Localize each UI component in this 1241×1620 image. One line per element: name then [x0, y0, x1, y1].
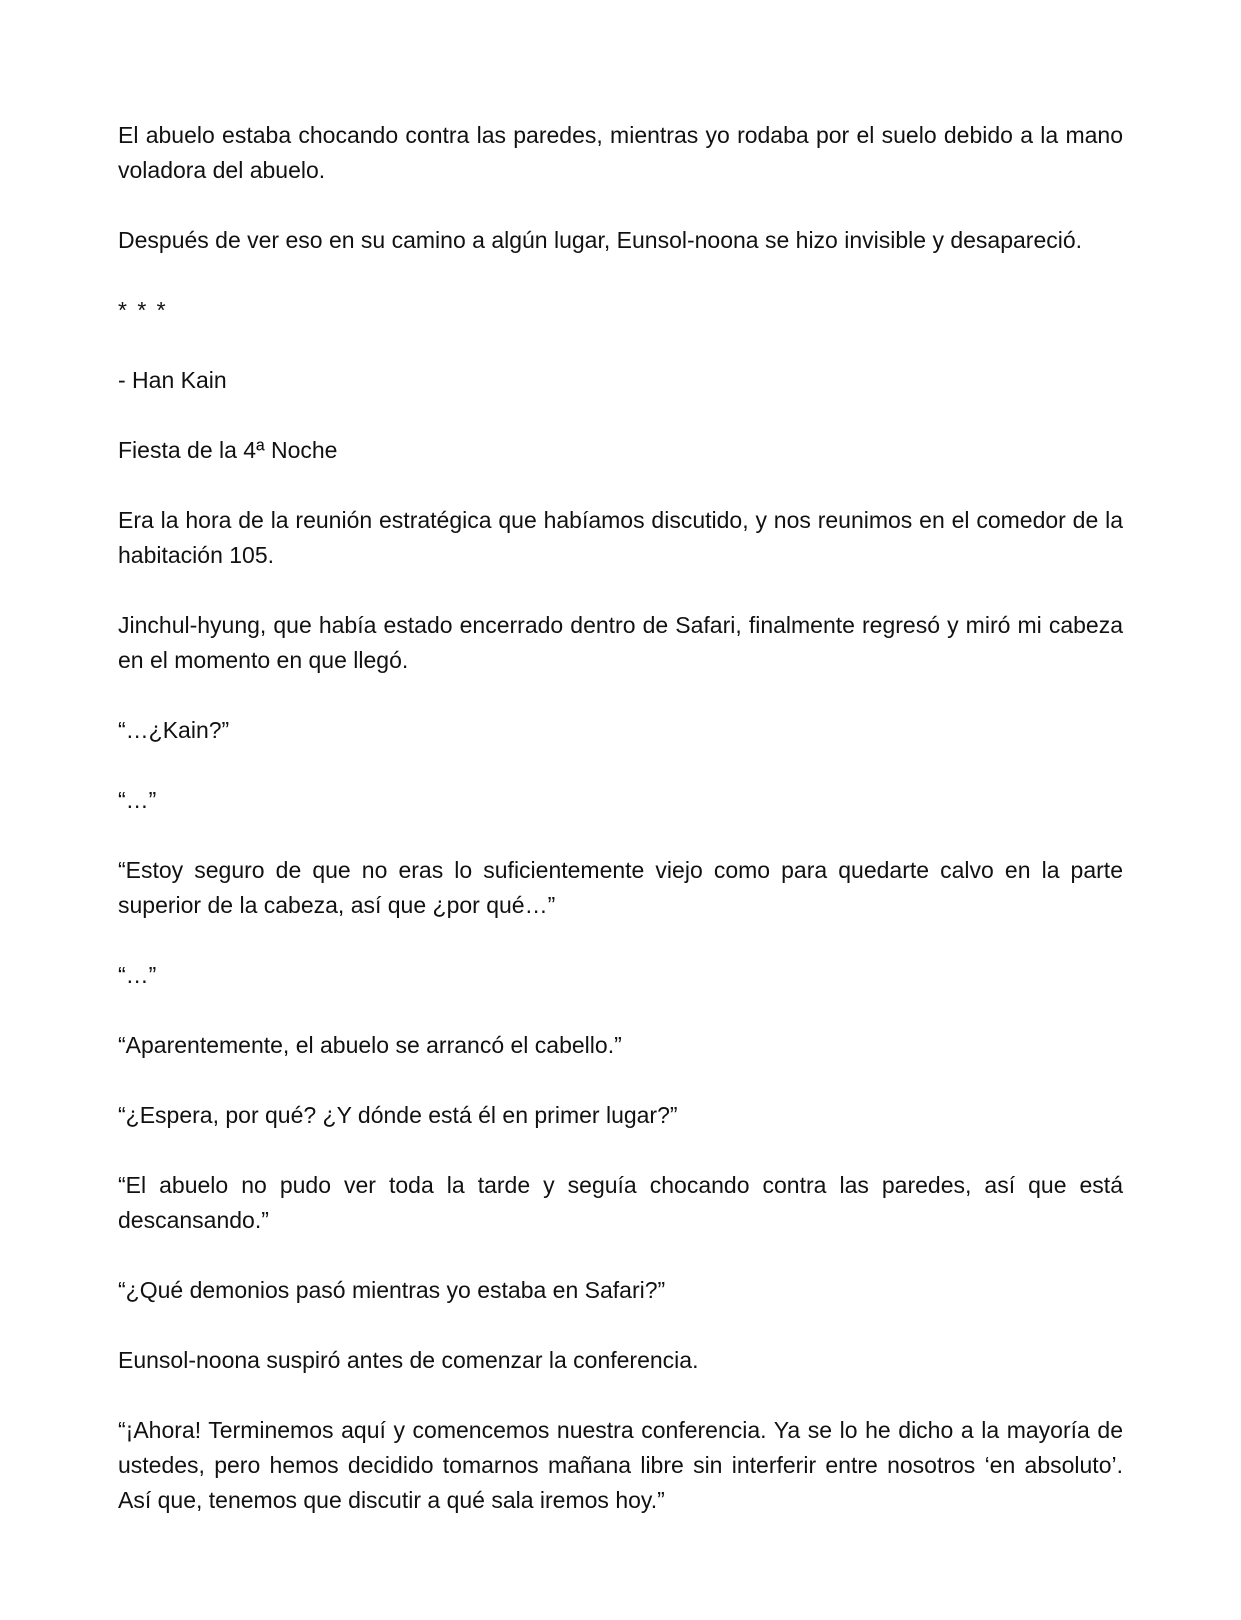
- paragraph: El abuelo estaba chocando contra las paredes, mientras yo rodaba por el suelo debido a la mano voladora del abuelo.: [118, 122, 1123, 183]
- dialogue-line: “¡Ahora! Terminemos aquí y comencemos nuestra conferencia. Ya se lo he dicho a la mayoría de ustedes, pero hemos decidido tomarnos mañana libre sin interferir entre nosotros ‘en absoluto’. Así que, tenemos que discutir a qué sala iremos hoy.”: [118, 1417, 1123, 1513]
- paragraph: Jinchul-hyung, que había estado encerrado dentro de Safari, finalmente regresó y miró mi cabeza en el momento en que llegó.: [118, 612, 1123, 673]
- dialogue-line: “Aparentemente, el abuelo se arrancó el cabello.”: [118, 1032, 622, 1058]
- paragraph: Era la hora de la reunión estratégica que habíamos discutido, y nos reunimos en el comedor de la habitación 105.: [118, 507, 1123, 568]
- dialogue-line: “…”: [118, 962, 157, 988]
- paragraph: Después de ver eso en su camino a algún lugar, Eunsol-noona se hizo invisible y desapareció.: [118, 227, 1083, 253]
- pov-heading: - Han Kain: [118, 367, 227, 393]
- dialogue-line: “¿Qué demonios pasó mientras yo estaba en Safari?”: [118, 1277, 666, 1303]
- dialogue-line: “…¿Kain?”: [118, 717, 230, 743]
- scene-separator: * * *: [118, 297, 168, 323]
- dialogue-line: “¿Espera, por qué? ¿Y dónde está él en primer lugar?”: [118, 1102, 678, 1128]
- dialogue-line: “Estoy seguro de que no eras lo suficientemente viejo como para quedarte calvo en la parte superior de la cabeza, así que ¿por qué…”: [118, 857, 1123, 918]
- section-heading: Fiesta de la 4ª Noche: [118, 437, 338, 463]
- paragraph: Eunsol-noona suspiró antes de comenzar la conferencia.: [118, 1347, 699, 1373]
- dialogue-line: “…”: [118, 787, 157, 813]
- dialogue-line: “El abuelo no pudo ver toda la tarde y seguía chocando contra las paredes, así que está descansando.”: [118, 1172, 1123, 1233]
